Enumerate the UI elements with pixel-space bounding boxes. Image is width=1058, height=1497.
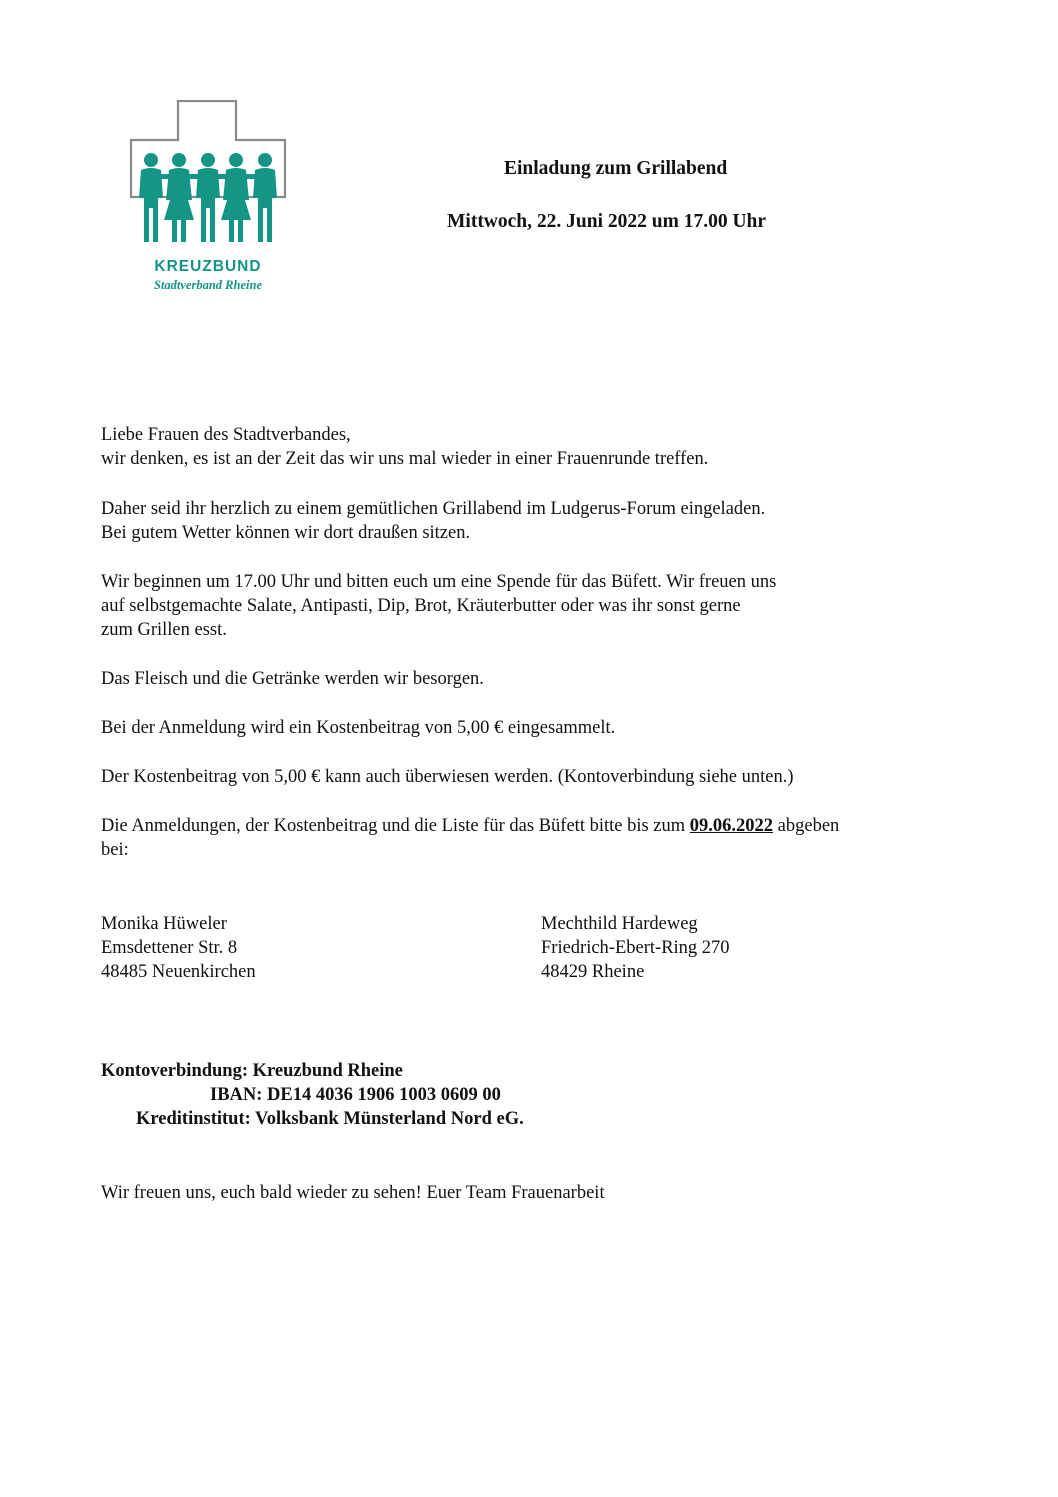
- text-line: Wir beginnen um 17.00 Uhr und bitten euch um eine Spende für das Büfett. Wir freuen uns: [101, 572, 777, 592]
- text-line: wir denken, es ist an der Zeit das wir uns mal wieder in einer Frauenrunde treffen.: [101, 449, 709, 469]
- registration-text-end: abgeben: [773, 816, 840, 836]
- text-line: bei:: [101, 840, 129, 860]
- bank-account: Kontoverbindung: Kreuzbund Rheine: [101, 1061, 403, 1081]
- invitation-title: Einladung zum Grillabend: [504, 158, 728, 179]
- bank-iban: IBAN: DE14 4036 1906 1003 0609 00: [210, 1085, 501, 1105]
- meat-paragraph: [101, 667, 981, 691]
- contact-city: 48485 Neuenkirchen: [101, 962, 256, 982]
- logo-subline: Stadtverband Rheine: [154, 278, 262, 292]
- text-line: Daher seid ihr herzlich zu einem gemütlichen Grillabend im Ludgerus-Forum eingeladen.: [101, 499, 766, 519]
- text-line: Das Fleisch und die Getränke werden wir besorgen.: [101, 669, 484, 689]
- transfer-paragraph: [101, 765, 981, 789]
- cross-people-icon: [128, 100, 288, 260]
- text-line: zum Grillen esst.: [101, 620, 227, 640]
- contact-address: [101, 912, 256, 984]
- contact-name: Mechthild Hardeweg: [541, 914, 698, 934]
- closing-line: Wir freuen uns, euch bald wieder zu sehen! Euer Team Frauenarbeit: [101, 1183, 605, 1203]
- buffet-paragraph: [101, 570, 981, 642]
- registration-paragraph: [101, 814, 981, 862]
- contact-city: 48429 Rheine: [541, 962, 645, 982]
- contact-name: Monika Hüweler: [101, 914, 227, 934]
- greeting-paragraph: [101, 423, 981, 471]
- registration-text: Die Anmeldungen, der Kostenbeitrag und die Liste für das Büfett bitte bis zum: [101, 816, 690, 836]
- text-line: Bei der Anmeldung wird ein Kostenbeitrag von 5,00 € eingesammelt.: [101, 718, 616, 738]
- text-line: Bei gutem Wetter können wir dort draußen sitzen.: [101, 523, 471, 543]
- fee-paragraph: [101, 716, 981, 740]
- contact-address: [541, 912, 730, 984]
- bank-institute: Kreditinstitut: Volksbank Münsterland Nord eG.: [136, 1109, 524, 1129]
- contact-street: Friedrich-Ebert-Ring 270: [541, 938, 730, 958]
- text-line: Liebe Frauen des Stadtverbandes,: [101, 425, 351, 445]
- text-line: [101, 814, 981, 838]
- text-line: auf selbstgemachte Salate, Antipasti, Dip, Brot, Kräuterbutter oder was ihr sonst gerne: [101, 596, 741, 616]
- registration-deadline: 09.06.2022: [689, 816, 774, 836]
- contact-street: Emsdettener Str. 8: [101, 938, 238, 958]
- text-line: Der Kostenbeitrag von 5,00 € kann auch überwiesen werden. (Kontoverbindung siehe unten.): [101, 767, 794, 787]
- logo-wordmark: KREUZBUND: [154, 258, 262, 275]
- kreuzbund-logo: [128, 100, 288, 300]
- invite-paragraph: [101, 497, 981, 545]
- event-date: Mittwoch, 22. Juni 2022 um 17.00 Uhr: [447, 211, 767, 232]
- bank-details: [101, 1059, 524, 1131]
